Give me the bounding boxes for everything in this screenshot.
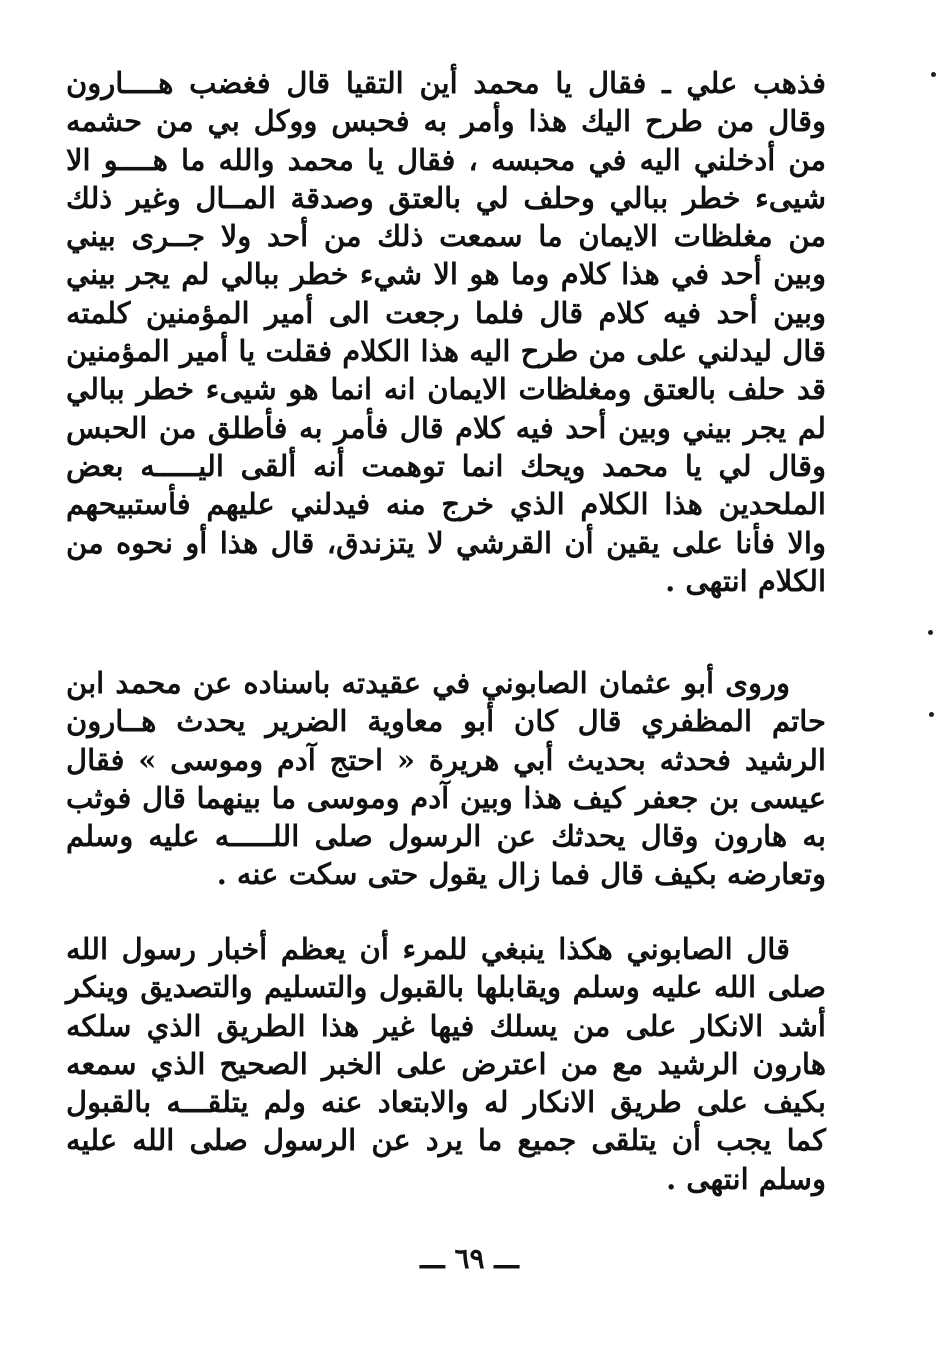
scan-speck	[928, 630, 933, 635]
paragraph-3	[66, 930, 826, 1198]
scan-speck	[931, 72, 936, 77]
paragraph-1-text: فذهب علي ـ فقال يا محمد أين التقيا قال فغضب هــــارون وقال من طرح اليك هذا وأمر به فحبس ووكل بي من حشمه من أدخلني اليه في محبسه ، فقال يا محمد والله ما هــــو الا شيىء خطر ببالي وحلف لي بالعتق وصدقة المــال وغير ذلك من مغلظات الايمان ما سمعت ذلك من أحد ولا جــرى بيني وبين أحد في هذا كلام وما هو الا شيء خطر ببالي لم يجر بيني وبين أحد فيه كلام قال فلما رجعت الى أمير المؤمنين كلمته قال ليدلني على من طرح اليه هذا الكلام فقلت يا أمير المؤمنين قد حلف بالعتق ومغلظات الايمان انه انما هو شيىء خطر ببالي لم يجر بيني وبين أحد فيه كلام قال فأمر به فأطلق من الحبس وقال لي يا محمد ويحك انما توهمت أنه ألقى اليـــــه بعض الملحدين هذا الكلام الذي خرج منه فيدلني عليهم فأستبيحهم والا فأنا على يقين أن القرشي لا يتزندق، قال هذا أو نحوه من الكلام انتهى .	[66, 66, 826, 598]
paragraph-2-text: وروى أبو عثمان الصابوني في عقيدته باسناده عن محمد ابن حاتم المظفري قال كان أبو معاوية الضرير يحدث هــارون الرشيد فحدثه بحديث أبي هريرة « احتج آدم وموسى » فقال عيسى بن جعفر كيف هذا وبين آدم وموسى ما بينهما قال فوثب به هارون وقال يحدثك عن الرسول صلى اللـــــه عليه وسلم وتعارضه بكيف قال فما زال يقول حتى سكت عنه .	[66, 666, 826, 892]
page-number: ـــ ٦٩ ـــ	[420, 1242, 519, 1275]
scan-speck	[929, 712, 934, 717]
paragraph-2	[66, 664, 826, 894]
paragraph-3-text: قال الصابوني هكذا ينبغي للمرء أن يعظم أخبار رسول الله صلى الله عليه وسلم ويقابلها بالقبول والتسليم والتصديق وينكر أشد الانكار على من يسلك فيها غير هذا الطريق الذي سلكه هارون الرشيد مع من اعترض على الخبر الصحيح الذي سمعه بكيف على طريق الانكار له والابتعاد عنه ولم يتلقـــه بالقبول كما يجب أن يتلقى جميع ما يرد عن الرسول صلى الله عليه وسلم انتهى .	[66, 932, 826, 1196]
paragraph-1	[66, 64, 826, 600]
